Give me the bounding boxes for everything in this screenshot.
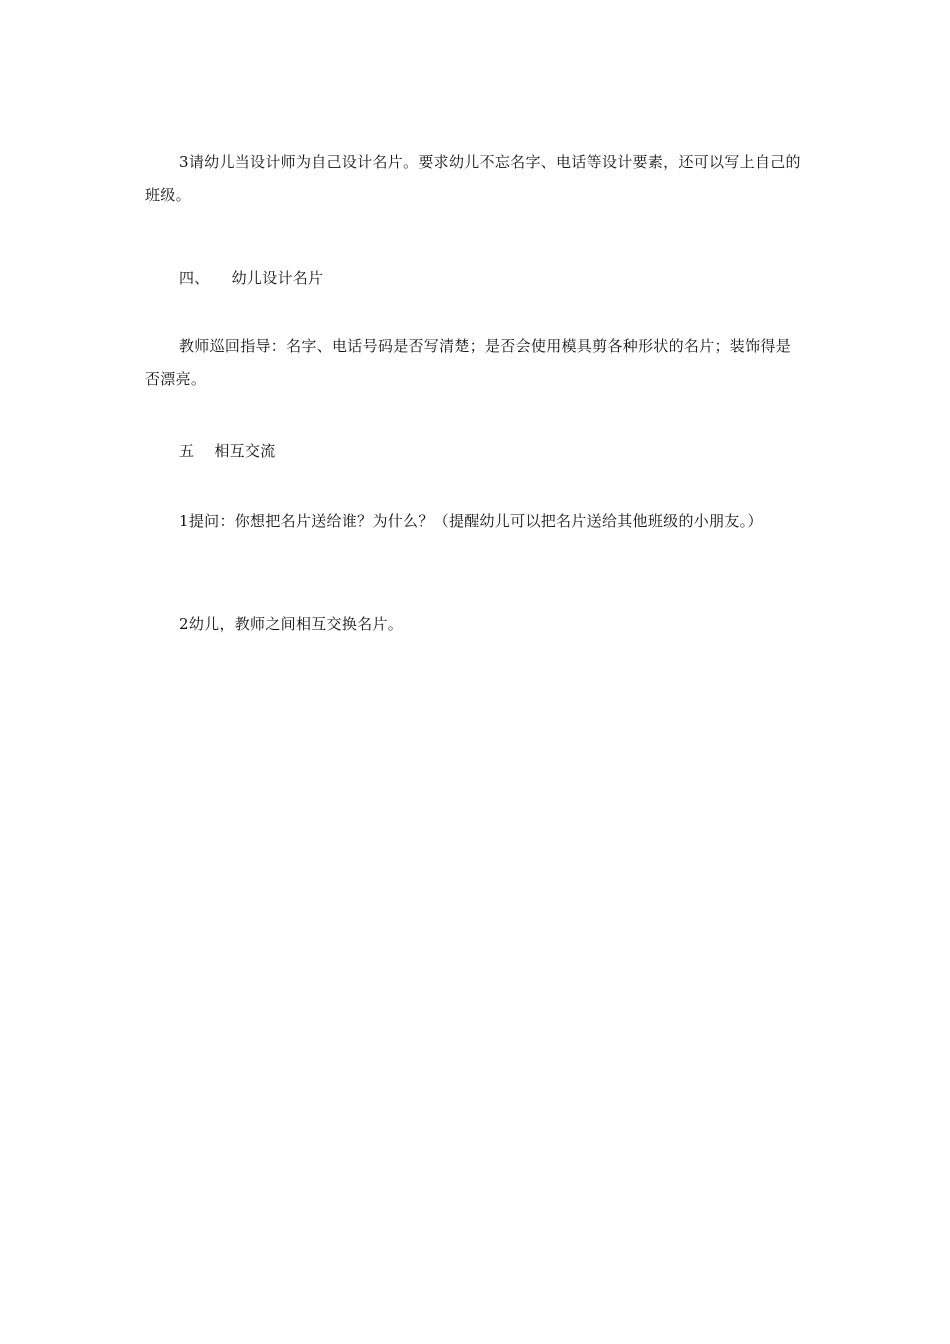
paragraph-exchange: 2幼儿，教师之间相互交换名片。 (179, 615, 404, 633)
paragraph-teacher-guidance: 教师巡回指导：名字、电话号码是否写清楚；是否会使用模具剪各种形状的名片；装饰得是否漂亮。 (145, 337, 792, 388)
section-heading-four (179, 266, 323, 290)
section-heading-five (179, 439, 276, 463)
section-number: 五 (179, 442, 195, 460)
section-number: 四、 (179, 269, 210, 287)
paragraph-design-card: 3请幼儿当设计师为自己设计名片。要求幼儿不忘名字、电话等设计要素，还可以写上自己的班级。 (145, 153, 801, 204)
section-title: 幼儿设计名片 (231, 269, 324, 287)
section-title: 相互交流 (214, 442, 276, 460)
paragraph-question: 1提问：你想把名片送给谁？为什么？（提醒幼儿可以把名片送给其他班级的小朋友。） (179, 512, 763, 530)
